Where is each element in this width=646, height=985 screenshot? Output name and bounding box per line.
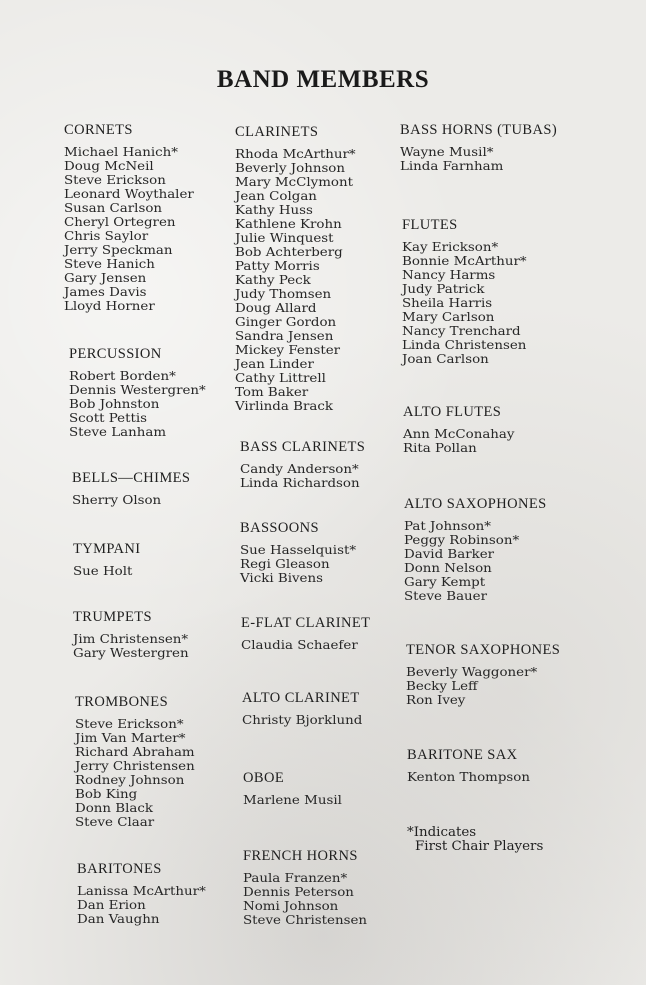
member-name: Lanissa McArthur* — [77, 885, 206, 899]
member-name: Tom Baker — [235, 386, 309, 400]
member-name: Scott Pettis — [69, 412, 148, 426]
member-list — [407, 772, 607, 786]
member-name: Gary Kempt — [404, 576, 486, 590]
member-name: Steve Claar — [75, 816, 155, 830]
member-name: David Barker — [404, 548, 495, 562]
member-name: Jim Van Marter* — [75, 732, 186, 746]
member-name: Steve Lanham — [69, 426, 167, 440]
member-list — [243, 795, 443, 809]
member-name: Michael Hanich* — [64, 146, 178, 160]
member-name: Kathy Peck — [235, 274, 311, 288]
section-french-horns — [243, 847, 443, 929]
member-name: Jim Christensen* — [73, 633, 189, 647]
member-name: Joan Carlson — [402, 353, 489, 367]
member-name: Bob Achterberg — [235, 246, 343, 260]
member-name: Mary Carlson — [402, 311, 495, 325]
member-list — [243, 873, 443, 929]
member-name: Richard Abraham — [75, 746, 195, 760]
member-list — [242, 715, 442, 729]
section-heading: TENOR SAXOPHONES — [406, 642, 561, 658]
member-name: Susan Carlson — [64, 202, 163, 216]
member-name: Sandra Jensen — [235, 330, 334, 344]
member-name: Robert Borden* — [69, 370, 176, 384]
member-name: Gary Westergren — [73, 647, 189, 661]
member-name: Christy Bjorklund — [242, 714, 363, 728]
member-name: Nomi Johnson — [243, 900, 339, 914]
member-list — [72, 495, 272, 509]
member-name: Dan Vaughn — [77, 913, 160, 927]
member-name: Donn Nelson — [404, 562, 492, 576]
member-name: Julie Winquest — [235, 232, 334, 246]
section-baritone-sax — [407, 746, 607, 786]
section-heading: BARITONE SAX — [407, 747, 518, 763]
member-name: Mickey Fenster — [235, 344, 341, 358]
member-name: Kathlene Krohn — [235, 218, 342, 232]
section-heading: BASS HORNS (TUBAS) — [400, 122, 558, 138]
member-name: Regi Gleason — [240, 558, 330, 572]
member-name: Doug Allard — [235, 302, 317, 316]
section-heading: CLARINETS — [235, 124, 319, 140]
footnote — [407, 826, 607, 854]
member-name: Jean Colgan — [235, 190, 317, 204]
member-name: Steve Erickson — [64, 174, 166, 188]
section-heading: E-FLAT CLARINET — [241, 615, 371, 631]
member-name: Sheila Harris — [402, 297, 493, 311]
member-name: Nancy Trenchard — [402, 325, 521, 339]
member-name: Jean Linder — [235, 358, 314, 372]
footnote-line-2: First Chair Players — [415, 839, 544, 854]
member-name: Cathy Littrell — [235, 372, 326, 386]
member-name: Jerry Christensen — [75, 760, 195, 774]
member-name: Cheryl Ortegren — [64, 216, 176, 230]
member-name: Kathy Huss — [235, 204, 313, 218]
section-alto-flutes — [403, 403, 603, 457]
member-list — [402, 242, 602, 368]
footnote-line-1: *Indicates — [407, 825, 477, 840]
member-name: Steve Bauer — [404, 590, 487, 604]
member-name: Steve Christensen — [243, 914, 368, 928]
section-heading: BELLS—CHIMES — [72, 470, 191, 486]
section-heading: ALTO FLUTES — [403, 404, 502, 420]
member-name: Leonard Woythaler — [64, 188, 194, 202]
member-name: Rhoda McArthur* — [235, 148, 356, 162]
member-name: Dan Erion — [77, 899, 146, 913]
member-name: Bob Johnston — [69, 398, 160, 412]
member-name: Linda Richardson — [240, 477, 360, 491]
member-name: Sue Holt — [73, 565, 133, 579]
member-name: Beverly Johnson — [235, 162, 345, 176]
member-name: Bonnie McArthur* — [402, 255, 527, 269]
member-name: Linda Christensen — [402, 339, 527, 353]
member-name: Rodney Johnson — [75, 774, 185, 788]
member-list — [400, 147, 600, 175]
member-name: Kay Erickson* — [402, 241, 499, 255]
member-name: Pat Johnson* — [404, 520, 491, 534]
member-name: Linda Farnham — [400, 160, 504, 174]
member-name: Patty Morris — [235, 260, 320, 274]
section-heading: FRENCH HORNS — [243, 848, 358, 864]
member-list — [406, 667, 606, 709]
section-heading: FLUTES — [402, 217, 458, 233]
section-heading: PERCUSSION — [69, 346, 162, 362]
section-alto-saxophones — [404, 495, 604, 605]
section-flutes — [402, 216, 602, 368]
section-heading: TYMPANI — [73, 541, 141, 557]
member-name: Lloyd Horner — [64, 300, 155, 314]
member-name: Marlene Musil — [243, 794, 342, 808]
member-name: Beverly Waggoner* — [406, 666, 538, 680]
member-name: Chris Saylor — [64, 230, 149, 244]
section-heading: BASSOONS — [240, 520, 319, 536]
member-name: Dennis Peterson — [243, 886, 354, 900]
member-name: Donn Black — [75, 802, 154, 816]
section-heading: BARITONES — [77, 861, 162, 877]
member-name: Judy Patrick — [402, 283, 485, 297]
section-heading: OBOE — [243, 770, 285, 786]
member-name: Dennis Westergren* — [69, 384, 206, 398]
member-list — [64, 147, 264, 315]
section-bass-horns — [400, 121, 600, 175]
section-heading: CORNETS — [64, 122, 133, 138]
member-name: Vicki Bivens — [240, 572, 323, 586]
member-list — [404, 521, 604, 605]
section-heading: ALTO CLARINET — [242, 690, 360, 706]
member-name: Sue Hasselquist* — [240, 544, 357, 558]
member-name: Rita Pollan — [403, 442, 477, 456]
member-name: Bob King — [75, 788, 138, 802]
section-heading: BASS CLARINETS — [240, 439, 366, 455]
member-name: Steve Erickson* — [75, 718, 184, 732]
section-heading: TRUMPETS — [73, 609, 152, 625]
section-cornets — [64, 121, 264, 315]
member-name: Virlinda Brack — [235, 400, 333, 414]
member-name: Candy Anderson* — [240, 463, 359, 477]
section-heading: ALTO SAXOPHONES — [404, 496, 547, 512]
page-title: BAND MEMBERS — [216, 66, 430, 93]
member-list — [403, 429, 603, 457]
member-name: Sherry Olson — [72, 494, 162, 508]
member-name: Judy Thomsen — [235, 288, 332, 302]
member-name: Peggy Robinson* — [404, 534, 520, 548]
member-name: Ron Ivey — [406, 694, 466, 708]
member-name: Jerry Speckman — [64, 244, 173, 258]
section-tenor-saxophones — [406, 641, 606, 709]
member-name: Gary Jensen — [64, 272, 147, 286]
section-heading: TROMBONES — [75, 694, 169, 710]
member-list — [240, 464, 440, 492]
member-name: Wayne Musil* — [400, 146, 494, 160]
member-name: Ginger Gordon — [235, 316, 337, 330]
member-name: Doug McNeil — [64, 160, 154, 174]
member-name: James Davis — [64, 286, 147, 300]
member-name: Claudia Schaefer — [241, 639, 358, 653]
member-name: Ann McConahay — [403, 428, 515, 442]
member-name: Mary McClymont — [235, 176, 353, 190]
member-name: Paula Franzen* — [243, 872, 348, 886]
member-name: Nancy Harms — [402, 269, 496, 283]
member-name: Steve Hanich — [64, 258, 155, 272]
member-name: Becky Leff — [406, 680, 478, 694]
member-name: Kenton Thompson — [407, 771, 530, 785]
